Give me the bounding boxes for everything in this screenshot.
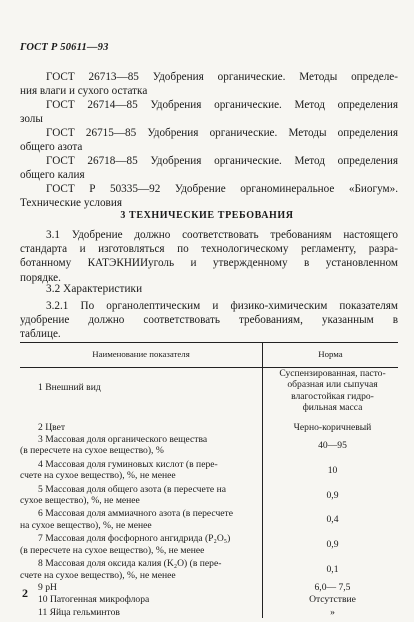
norm-cell (263, 556, 399, 581)
indicator-text: 1 Внешний вид (38, 382, 101, 393)
norm-text: 6,0— 7,5 (314, 581, 351, 593)
indicator-text: счете на сухое вещество), %, не менее (20, 470, 176, 482)
norm-text: 0,9 (326, 539, 339, 551)
table-header-row (20, 343, 398, 368)
table-row (20, 531, 398, 556)
norm-text: Черно-коричневый (293, 421, 372, 433)
norm-text: Суспензированная, пасто- (279, 368, 386, 379)
indicator-cell (20, 433, 263, 457)
norm-cell (263, 433, 399, 457)
clause-line: 3.2.1 По органолептическим и физико-химическим показателям (46, 300, 398, 312)
reference-line-continuation: ния влаги и сухого остатка (20, 85, 148, 97)
indicator-cell (20, 593, 263, 605)
table-row (20, 581, 398, 593)
norm-text: образная или сыпучая (287, 379, 378, 391)
clause-line: ботанному КАТЭКНИИуголь и утвержденному в установленном (20, 257, 398, 270)
document-code-header: ГОСТ Р 50611—93 (20, 42, 109, 53)
indicator-cell (20, 531, 263, 556)
indicator-text: 9 pH (38, 581, 57, 593)
reference-item (20, 70, 398, 98)
norm-text: Отсутствие (309, 594, 356, 606)
reference-item (20, 126, 398, 154)
reference-line: ГОСТ 26713—85 Удобрения органические. Методы определе- (46, 71, 398, 83)
page-number: 2 (22, 586, 28, 600)
norm-text: влагостойкая гидро- (291, 390, 374, 402)
clause-3-2-1 (20, 299, 398, 342)
table-row (20, 606, 398, 618)
indicator-cell (20, 368, 263, 414)
clause-line: удобрение должно соответствовать требованиям, указанным в (20, 314, 398, 327)
indicator-cell (20, 414, 263, 433)
norm-cell (263, 593, 399, 605)
normative-references (20, 70, 398, 210)
table-row (20, 433, 398, 457)
norm-text: 0,9 (326, 489, 339, 501)
norm-cell (263, 581, 399, 593)
norm-cell (263, 606, 399, 618)
clause-heading-text: 3.2 Характеристики (46, 283, 143, 295)
column-header-norm: Норма (263, 343, 399, 368)
indicator-text: 5 Массовая доля общего азота (в пересчете на (38, 483, 226, 495)
reference-line: ГОСТ 26718—85 Удобрения органические. Метод определения (46, 155, 398, 167)
indicator-text: (в пересчете на сухое вещество), %, не менее (20, 544, 205, 556)
reference-line: ГОСТ Р 50335—92 Удобрение органоминеральное «Биогум». (46, 183, 398, 195)
table-row (20, 457, 398, 482)
indicator-text: 3 Массовая доля органического вещества (38, 434, 208, 446)
norm-text: » (330, 606, 335, 618)
indicator-cell (20, 556, 263, 581)
reference-line-continuation: золы (20, 113, 43, 125)
norm-cell (263, 531, 399, 556)
clause-3-2-heading (20, 282, 398, 296)
indicator-text: 4 Массовая доля гуминовых кислот (в пере- (38, 458, 218, 470)
indicator-text: 2 Цвет (38, 421, 66, 433)
clause-line: стандарта и изготовляться по технологическому регламенту, разра- (20, 243, 398, 256)
reference-line-continuation: общего калия (20, 169, 85, 181)
reference-line-continuation: общего азота (20, 141, 83, 153)
indicator-text: счете на сухое вещество), %, не менее (20, 569, 176, 581)
norm-cell (263, 506, 399, 531)
norm-cell (263, 457, 399, 482)
norm-cell (263, 368, 399, 414)
clause-line: порядке. (20, 271, 61, 284)
indicator-text: сухое вещество), %, не менее (20, 495, 140, 507)
indicator-text: 10 Патогенная микрофлора (38, 594, 150, 606)
reference-line-continuation: Технические условия (20, 197, 122, 209)
indicator-cell (20, 457, 263, 482)
table-row (20, 556, 398, 581)
requirements-table (20, 342, 398, 618)
norm-text: 0,4 (326, 514, 339, 526)
norm-text: 0,1 (326, 564, 339, 576)
column-header-indicator: Наименование показателя (20, 343, 263, 368)
reference-item (20, 154, 398, 182)
clause-line: таблице. (20, 328, 61, 341)
table-row (20, 368, 398, 414)
norm-text: 10 (327, 464, 338, 476)
table-row (20, 593, 398, 605)
table-row (20, 482, 398, 507)
indicator-text: 11 Яйца гельминтов (38, 606, 120, 618)
indicator-text: 6 Массовая доля аммиачного азота (в пересчете (38, 508, 234, 520)
indicator-text: 8 Массовая доля оксида калия (K₂O) (в пере- (38, 558, 222, 570)
reference-line: ГОСТ 26715—85 Удобрения органические. Методы определения (46, 127, 398, 139)
reference-line: ГОСТ 26714—85 Удобрения органические. Метод определения (46, 99, 398, 111)
reference-item (20, 98, 398, 126)
indicator-cell (20, 581, 263, 593)
clause-3-1 (20, 228, 398, 285)
section-title: 3 ТЕХНИЧЕСКИЕ ТРЕБОВАНИЯ (120, 210, 294, 221)
table-row (20, 506, 398, 531)
indicator-text: (в пересчете на сухое вещество), % (20, 445, 164, 457)
norm-text: 40—95 (318, 440, 347, 452)
norm-cell (263, 414, 399, 433)
reference-item (20, 182, 398, 210)
clause-line: 3.1 Удобрение должно соответствовать требованиям настоящего (46, 229, 398, 241)
indicator-cell (20, 606, 263, 618)
norm-cell (263, 482, 399, 507)
table-body (20, 368, 398, 619)
indicator-cell (20, 506, 263, 531)
indicator-cell (20, 482, 263, 507)
norm-text: фильная масса (302, 402, 363, 414)
indicator-text: на сухое вещество), %, не менее (20, 519, 152, 531)
table-row (20, 414, 398, 433)
indicator-text: 7 Массовая доля фосфорного ангидрида (P₂O₅) (38, 533, 231, 545)
